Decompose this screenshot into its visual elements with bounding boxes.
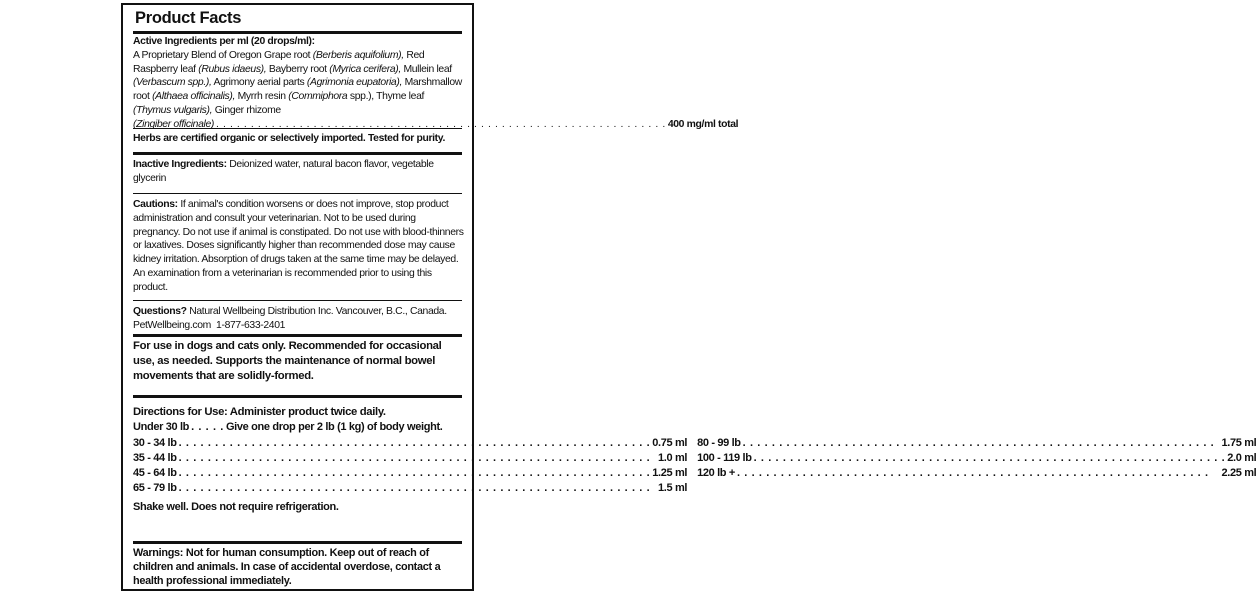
inactive-ingredients-section (133, 158, 464, 186)
divider (133, 300, 462, 301)
dose-row (133, 451, 687, 466)
dose-weight: 45 - 64 lb (133, 466, 177, 479)
website-link[interactable]: PetWellbeing.com (133, 319, 211, 331)
questions-label: Questions? (133, 306, 187, 317)
dose-column-left (133, 436, 687, 497)
dose-row (697, 451, 1256, 466)
use-statement: For use in dogs and cats only. Recommended for occasional use, as needed. Supports the maintenance of normal bowel movements that are solidly-formed. (133, 340, 442, 382)
section-divider (133, 152, 462, 155)
dose-row (133, 436, 687, 451)
dose-amount: 0.75 ml (652, 436, 688, 449)
warnings-text: Not for human consumption. Keep out of reach of children and animals. In case of accidental overdose, contact a health professional immediately. (133, 547, 441, 587)
shake-note: Shake well. Does not require refrigeration. (133, 501, 339, 514)
questions-text: Natural Wellbeing Distribution Inc. Vancouver, B.C., Canada. (189, 306, 447, 317)
divider (133, 193, 462, 194)
dose-row (133, 466, 687, 481)
dose-amount: 1.75 ml (1221, 436, 1256, 449)
dose-weight: 80 - 99 lb (697, 436, 741, 449)
dose-row (697, 466, 1256, 481)
active-total: 400 mg/ml total (667, 118, 739, 130)
dose-weight: 65 - 79 lb (133, 482, 177, 495)
dose-amount: 2.0 ml (1227, 451, 1256, 464)
dose-amount: 1.5 ml (658, 482, 688, 495)
cautions-section (133, 198, 464, 295)
active-total-row: (Zingiber officinale) . . . 400 mg/ml total (133, 118, 464, 132)
product-facts-panel (121, 3, 1256, 591)
dose-weight: 35 - 44 lb (133, 451, 177, 464)
active-ingredients-section (133, 35, 739, 132)
active-ingredients-heading: Active Ingredients per ml (20 drops/ml): (133, 36, 315, 47)
cautions-label: Cautions: (133, 199, 178, 210)
title-divider (133, 31, 462, 34)
divider (133, 128, 462, 129)
dose-row (133, 481, 687, 496)
questions-section (133, 305, 464, 333)
panel-title: Product Facts (135, 9, 242, 27)
dose-weight: 30 - 34 lb (133, 436, 177, 449)
dose-row (697, 436, 1256, 451)
directions-section (133, 405, 1256, 515)
dose-column-right (697, 436, 1256, 497)
warnings-label: Warnings: (133, 547, 184, 559)
inactive-label: Inactive Ingredients: (133, 159, 227, 170)
phone-number: 1-877-633-2401 (216, 319, 286, 331)
section-divider (133, 334, 462, 337)
under-30-row: Under 30 lb . . . . . Give one drop per 2 lb (1 kg) of body weight. (133, 421, 443, 433)
section-divider (133, 541, 462, 544)
inactive-text: Deionized water, natural bacon flavor, vegetable glycerin (133, 159, 434, 184)
cautions-text: If animal's condition worsens or does not improve, stop product administration and consult your veterinarian. Not to be used during pregnancy. Do not use if animal is constipated. Do not use with blood-thinners or laxatives. Doses significantly higher than recommended dose may cause kidney irritation. Absorption of drugs taken at the same time may be delayed. An examination from a veterinarian is recommended prior to using this product. (133, 199, 464, 293)
dose-amount: 2.25 ml (1221, 466, 1256, 479)
dose-amount: 1.25 ml (652, 466, 688, 479)
directions-heading: Directions for Use: Administer product twice daily. (133, 406, 386, 418)
section-divider (133, 395, 462, 398)
dose-weight: 120 lb + (697, 466, 735, 479)
dose-table (133, 436, 1256, 497)
herbs-note: Herbs are certified organic or selectively imported. Tested for purity. (133, 133, 445, 144)
active-ingredients-text: A Proprietary Blend of Oregon Grape root (Berberis aquifolium), Red Raspberry leaf (Rubus idaeus), Bayberry root (Myrica cerifera), Mullein leaf (Verbascum spp.), Agrimony aerial parts (Agrimonia eupatoria), Marshmallow root (Althaea officinalis), Myrrh resin (Commiphora spp.), Thyme leaf (Thymus vulgaris), Ginger rhizome (133, 49, 462, 116)
dose-weight: 100 - 119 lb (697, 451, 752, 464)
dose-amount: 1.0 ml (658, 451, 688, 464)
warnings-section (133, 546, 464, 588)
